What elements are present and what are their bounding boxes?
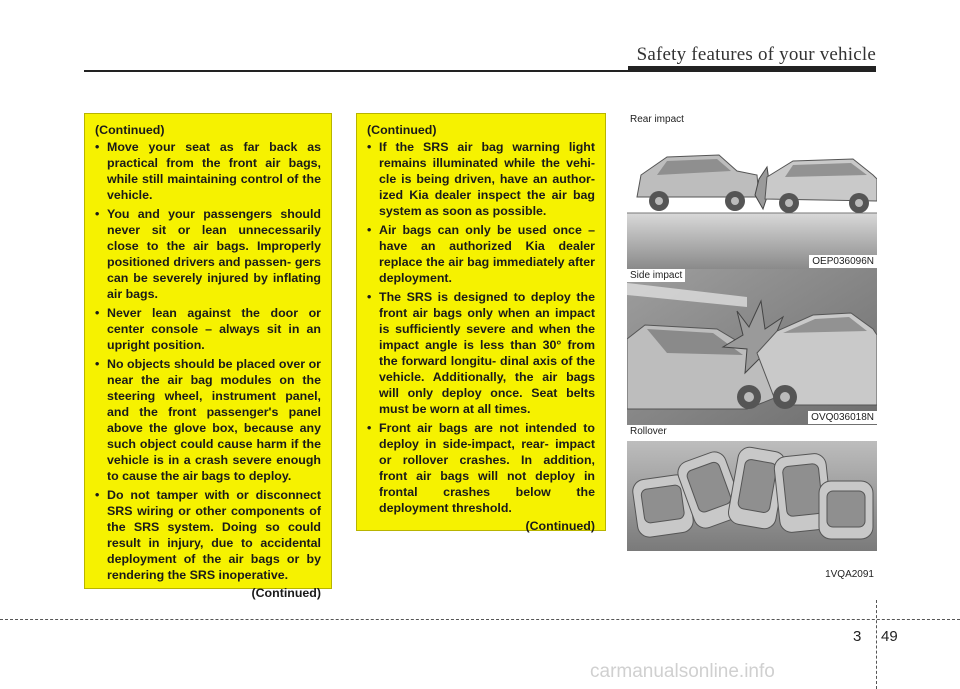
figure-code: 1VQA2091: [822, 568, 877, 581]
chapter-number: 3: [853, 628, 862, 645]
footer-separator: [876, 600, 877, 689]
footer-divider: [0, 619, 960, 620]
warning-item: • The SRS is designed to deploy the front air bags only when an impact is sufficiently severe and when the impact angle is less than 30° from the forward longitu- dinal axis of the vehicle. Additionally, the air bags will only deploy once. Seat belts must be worn at all times.: [367, 289, 595, 417]
warning-box-left: [84, 113, 332, 600]
warning-item: • You and your passengers should never sit or lean unnecessarily close to the air bags. Improperly positioned drivers and passen- gers can be severely injured by inflating air bags.: [95, 206, 321, 302]
figure-code: OVQ036018N: [808, 411, 877, 424]
figure-rollover: [627, 425, 877, 585]
figure-label: Rollover: [627, 425, 670, 438]
warning-item: • No objects should be placed over or near the air bag modules on the steering wheel, instrument panel, and the front passenger's panel above the glove box, because any such object could cause harm if the vehicle is in a crash severe enough to cause the air bags to deploy.: [95, 356, 321, 484]
rollover-illustration: [627, 425, 877, 585]
warning-item: • Move your seat as far back as practical from the front air bags, while still maintaining control of the vehicle.: [95, 139, 321, 203]
warning-item: • Do not tamper with or disconnect SRS wiring or other components of the SRS system. Doing so could result in injury, due to accidental deployment of the air bags or by rendering the SRS inoperative.: [95, 487, 321, 583]
figure-side-impact: [627, 269, 877, 425]
page-number: 49: [881, 628, 898, 645]
figure-label: Side impact: [627, 269, 685, 282]
warning-box-middle: [356, 113, 606, 531]
continued-label-bottom: (Continued): [525, 519, 595, 533]
warning-list: [95, 139, 321, 583]
warning-list: [367, 139, 595, 516]
figure-rear-impact: [627, 113, 877, 269]
header-accent-bar: [628, 66, 876, 72]
section-title: Safety features of your vehicle: [636, 44, 876, 65]
warning-item: • If the SRS air bag warning light remains illuminated while the vehi- cle is being driven, have an author- ized Kia dealer inspect the air bag system as soon as possible.: [367, 139, 595, 219]
continued-label-top: (Continued): [367, 123, 437, 137]
warning-item: • Never lean against the door or center console – always sit in an upright position.: [95, 305, 321, 353]
figure-code: OEP036096N: [809, 255, 877, 268]
continued-label-top: (Continued): [95, 123, 165, 137]
warning-item: • Front air bags are not intended to deploy in side-impact, rear- impact or rollover crashes. In addition, front air bags will not deploy in frontal crashes below the deployment threshold.: [367, 420, 595, 516]
figure-label: Rear impact: [627, 113, 687, 126]
continued-label-bottom: (Continued): [251, 586, 321, 600]
warning-item: • Air bags can only be used once – have an authorized Kia dealer replace the air bag immediately after deployment.: [367, 222, 595, 286]
watermark: carmanualsonline.info: [590, 661, 775, 682]
rear-impact-illustration: [627, 113, 877, 269]
side-impact-illustration: [627, 269, 877, 425]
